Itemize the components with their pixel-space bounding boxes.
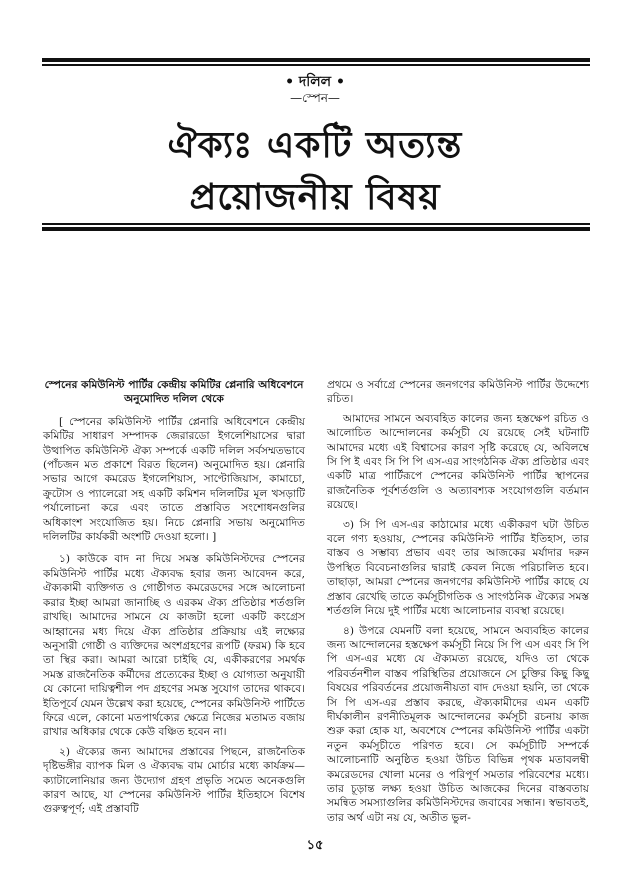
paragraph-1: ১) কাউকে বাদ না দিয়ে সমস্ত কমিউনিস্টদের স্পেনের কমিউনিস্ট পার্টির মধ্যে ঐক্যবদ্ধ হবার জন্য আবেদন করে, ঐক্যকামী ব্যক্তিগত ও গোষ্ঠীগত কমরেডদের সঙ্গে আলোচনা করার ইচ্ছা আমরা জানাচ্ছি ও এরকম ঐক্য প্রতিষ্ঠার শর্তগুলি রাখছি। আমাদের সামনে যে কাজটা হলো একটি কংগ্রেস আহ্বানের মধ্য দিয়ে ঐক্য প্রতিষ্ঠার প্রক্রিয়ায় এই লক্ষ্যের অনুসারী গোষ্ঠী ও ব্যক্তিদের অংশগ্রহণের রূপটি (ফরম) কি হবে তা স্থির করা। আমরা আরো চাইছি যে, একীকরণের সমর্থক সমস্ত রাজনৈতিক কর্মীদের প্রত্যেকের ইচ্ছা ও যোগ্যতা অনুযায়ী যে কোনো দায়িত্বশীল পদ গ্রহণের সমস্ত সুযোগ তাদের থাকবে। ইতিপূর্বে যেমন উল্লেখ করা হয়েছে, স্পেনের কমিউনিস্ট পার্টিতে ফিরে এলে, কোনো মতপার্থক্যের ক্ষেত্রে নিজের মতামত বজায় রাখার অধিকার থেকে কেউ বঞ্চিত হবেন না। bbox=[43, 553, 305, 739]
paragraph-continued: প্রথমে ও সর্বাগ্রে স্পেনের জনগণের কমিউনিস্ট পার্টির উদ্দেশ্যে রচিত। bbox=[327, 379, 589, 406]
left-column bbox=[43, 378, 305, 822]
paragraph-2: ২) ঐক্যের জন্য আমাদের প্রস্তাবের পিছনে, রাজনৈতিক দৃষ্টিভঙ্গীর ব্যাপক মিল ও ঐক্যবদ্ধ বাম মোর্চার মধ্যে কার্যক্রম—ক্যাটালোনিয়ার জন্য উদ্যোগ গ্রহণ প্রভৃতি সমেত অনেকগুলি কারণ আছে, যা স্পেনের কমিউনিস্ট পার্টির ইতিহাসে বিশেষ গুরুত্বপূর্ণ; এই প্রস্তাবটি bbox=[43, 745, 305, 816]
paragraph-4: ৪) উপরে যেমনটি বলা হয়েছে, সামনে অব্যবহিত কালের জন্য আন্দোলনের হস্তক্ষেপ কর্মসূচী নিয়ে সি পি এস এবং সি পি পি এস-এর মধ্যে যে ঐক্যমত্য রয়েছে, যদিও তা থেকে পরিবর্তনশীল বাস্তব পরিস্থিতির প্রয়োজনে সে চুক্তির কিছু কিছু বিষয়ের পরিবর্তনের প্রয়োজনীয়তা বাদ দেওয়া হয়নি, তা থেকে সি পি এস-এর প্রস্তাব করছে, ঐক্যকামীদের এমন একটি দীর্ঘকালীন রণনীতিমূলক আন্দোলনের কর্মসূচী রচনায় কাজ শুরু করা হোক যা, অবশেষে স্পেনের কমিউনিস্ট পার্টির একটা নতুন কর্মসূচীতে পরিণত হবে। সে কর্মসূচীটি সম্পর্কে আলোচনাটি অনুষ্ঠিত হওয়া উচিত বিভিন্ন পৃথক মতাবলম্বী কমরেডদের খোলা মনের ও পরিপূর্ণ সমতার পরিবেশের মধ্যে। তার চূড়ান্ত লক্ষ্য হওয়া উচিত আজকের দিনের বাস্তবতায় সমন্বিত সমস্যাগুলির কমিউনিস্টদের জবাবের সন্ধান। স্বভাবতই, তার অর্থ এটা নয় যে, অতীত ভুল- bbox=[327, 624, 589, 824]
section-kicker: • দলিল • bbox=[285, 74, 345, 90]
top-rule-thin bbox=[42, 64, 590, 66]
top-rule-thick bbox=[42, 58, 590, 62]
title-rule-thick bbox=[42, 227, 590, 231]
intro-lead: স্পেনের কমিউনিস্ট পার্টির কেন্দ্রীয় কমিটির প্লেনারি অধিবেশনে অনুমোদিত দলিল থেকে bbox=[44, 379, 304, 406]
page-number: ১৫ bbox=[306, 838, 324, 853]
title-line-2: প্রয়োজনীয় বিষয় bbox=[189, 176, 441, 218]
editor-note: [ স্পেনের কমিউনিস্ট পার্টির প্লেনারি অধিবেশনে কেন্দ্রীয় কমিটির সাধারণ সম্পাদক জেরারডো ইগলেশিয়াসের দ্বারা উত্থাপিত কমিউনিস্ট ঐক্য সম্পর্কে একটি দলিল সর্বসম্মতভাবে (পাঁচজন মত প্রকাশে বিরত ছিলেন) অনুমোদিত হয়। প্লেনারি সভার আগে কমরেড ইগলেশিয়াস, সাণ্টোজিয়াস, কামাচো, ক্রুটোস ও প্যালেরো সহ একটি কমিশন দলিলটির মূল খসড়াটি পর্যালোচনা করে এবং তাতে প্রস্তাবিত সংশোধনগুলির অধিকাংশ সংযোজিত হয়। নিচে প্লেনারি সভায় অনুমোদিত দলিলটির কার্যকরী অংশটি দেওয়া হলো। ] bbox=[43, 415, 305, 544]
country-subtitle: —স্পেন— bbox=[290, 91, 340, 105]
paragraph-3: ৩) সি পি এস-এর কাঠামোর মধ্যে একীকরণ ঘটা উচিত বলে গণ্য হওয়ায়, স্পেনের কমিউনিস্ট পার্টির ইতিহাস, তার বাস্তব ও সম্ভাব্য প্রভাব এবং তার আজকের মর্যাদার দরুন উপস্থিত বিবেচনাগুলির দ্বারাই কেবল নিজে পরিচালিত হবে। তাছাড়া, আমরা স্পেনের জনগণের কমিউনিস্ট পার্টির কাছে যে প্রস্তাব রেখেছি তাতে কর্মসূচীগতিক ও সাংগঠনিক ঐক্যের সমস্ত শর্তগুলি নিয়ে দুই পার্টির মধ্যে আলোচনার ব্যবস্থা রয়েছে। bbox=[327, 518, 589, 618]
title-rule-thin bbox=[42, 223, 590, 225]
right-column bbox=[327, 378, 589, 830]
paragraph-a: আমাদের সামনে অব্যবহিত কালের জন্য হস্তক্ষেপ রচিত ও আলোচিত আন্দোলনের কর্মসূচী যে রয়েছে সেই ঘটনাটি আমাদের মধ্যে এই বিশ্বাসের কারণ সৃষ্টি করেছে যে, অবিলম্বে সি পি ই এবং সি পি পি এস-এর সাংগঠনিক ঐক্য প্রতিষ্ঠার এবং একটি মাত্র পার্টিরূপে স্পেনের কমিউনিস্ট পার্টির স্থাপনের রাজনৈতিক পূর্বশর্তগুলি ও অত্যাবশ্যক সংযোগগুলি বর্তমান রয়েছে। bbox=[327, 412, 589, 512]
title-line-1: ঐক্যঃ একটি অত্যন্ত bbox=[167, 124, 463, 166]
